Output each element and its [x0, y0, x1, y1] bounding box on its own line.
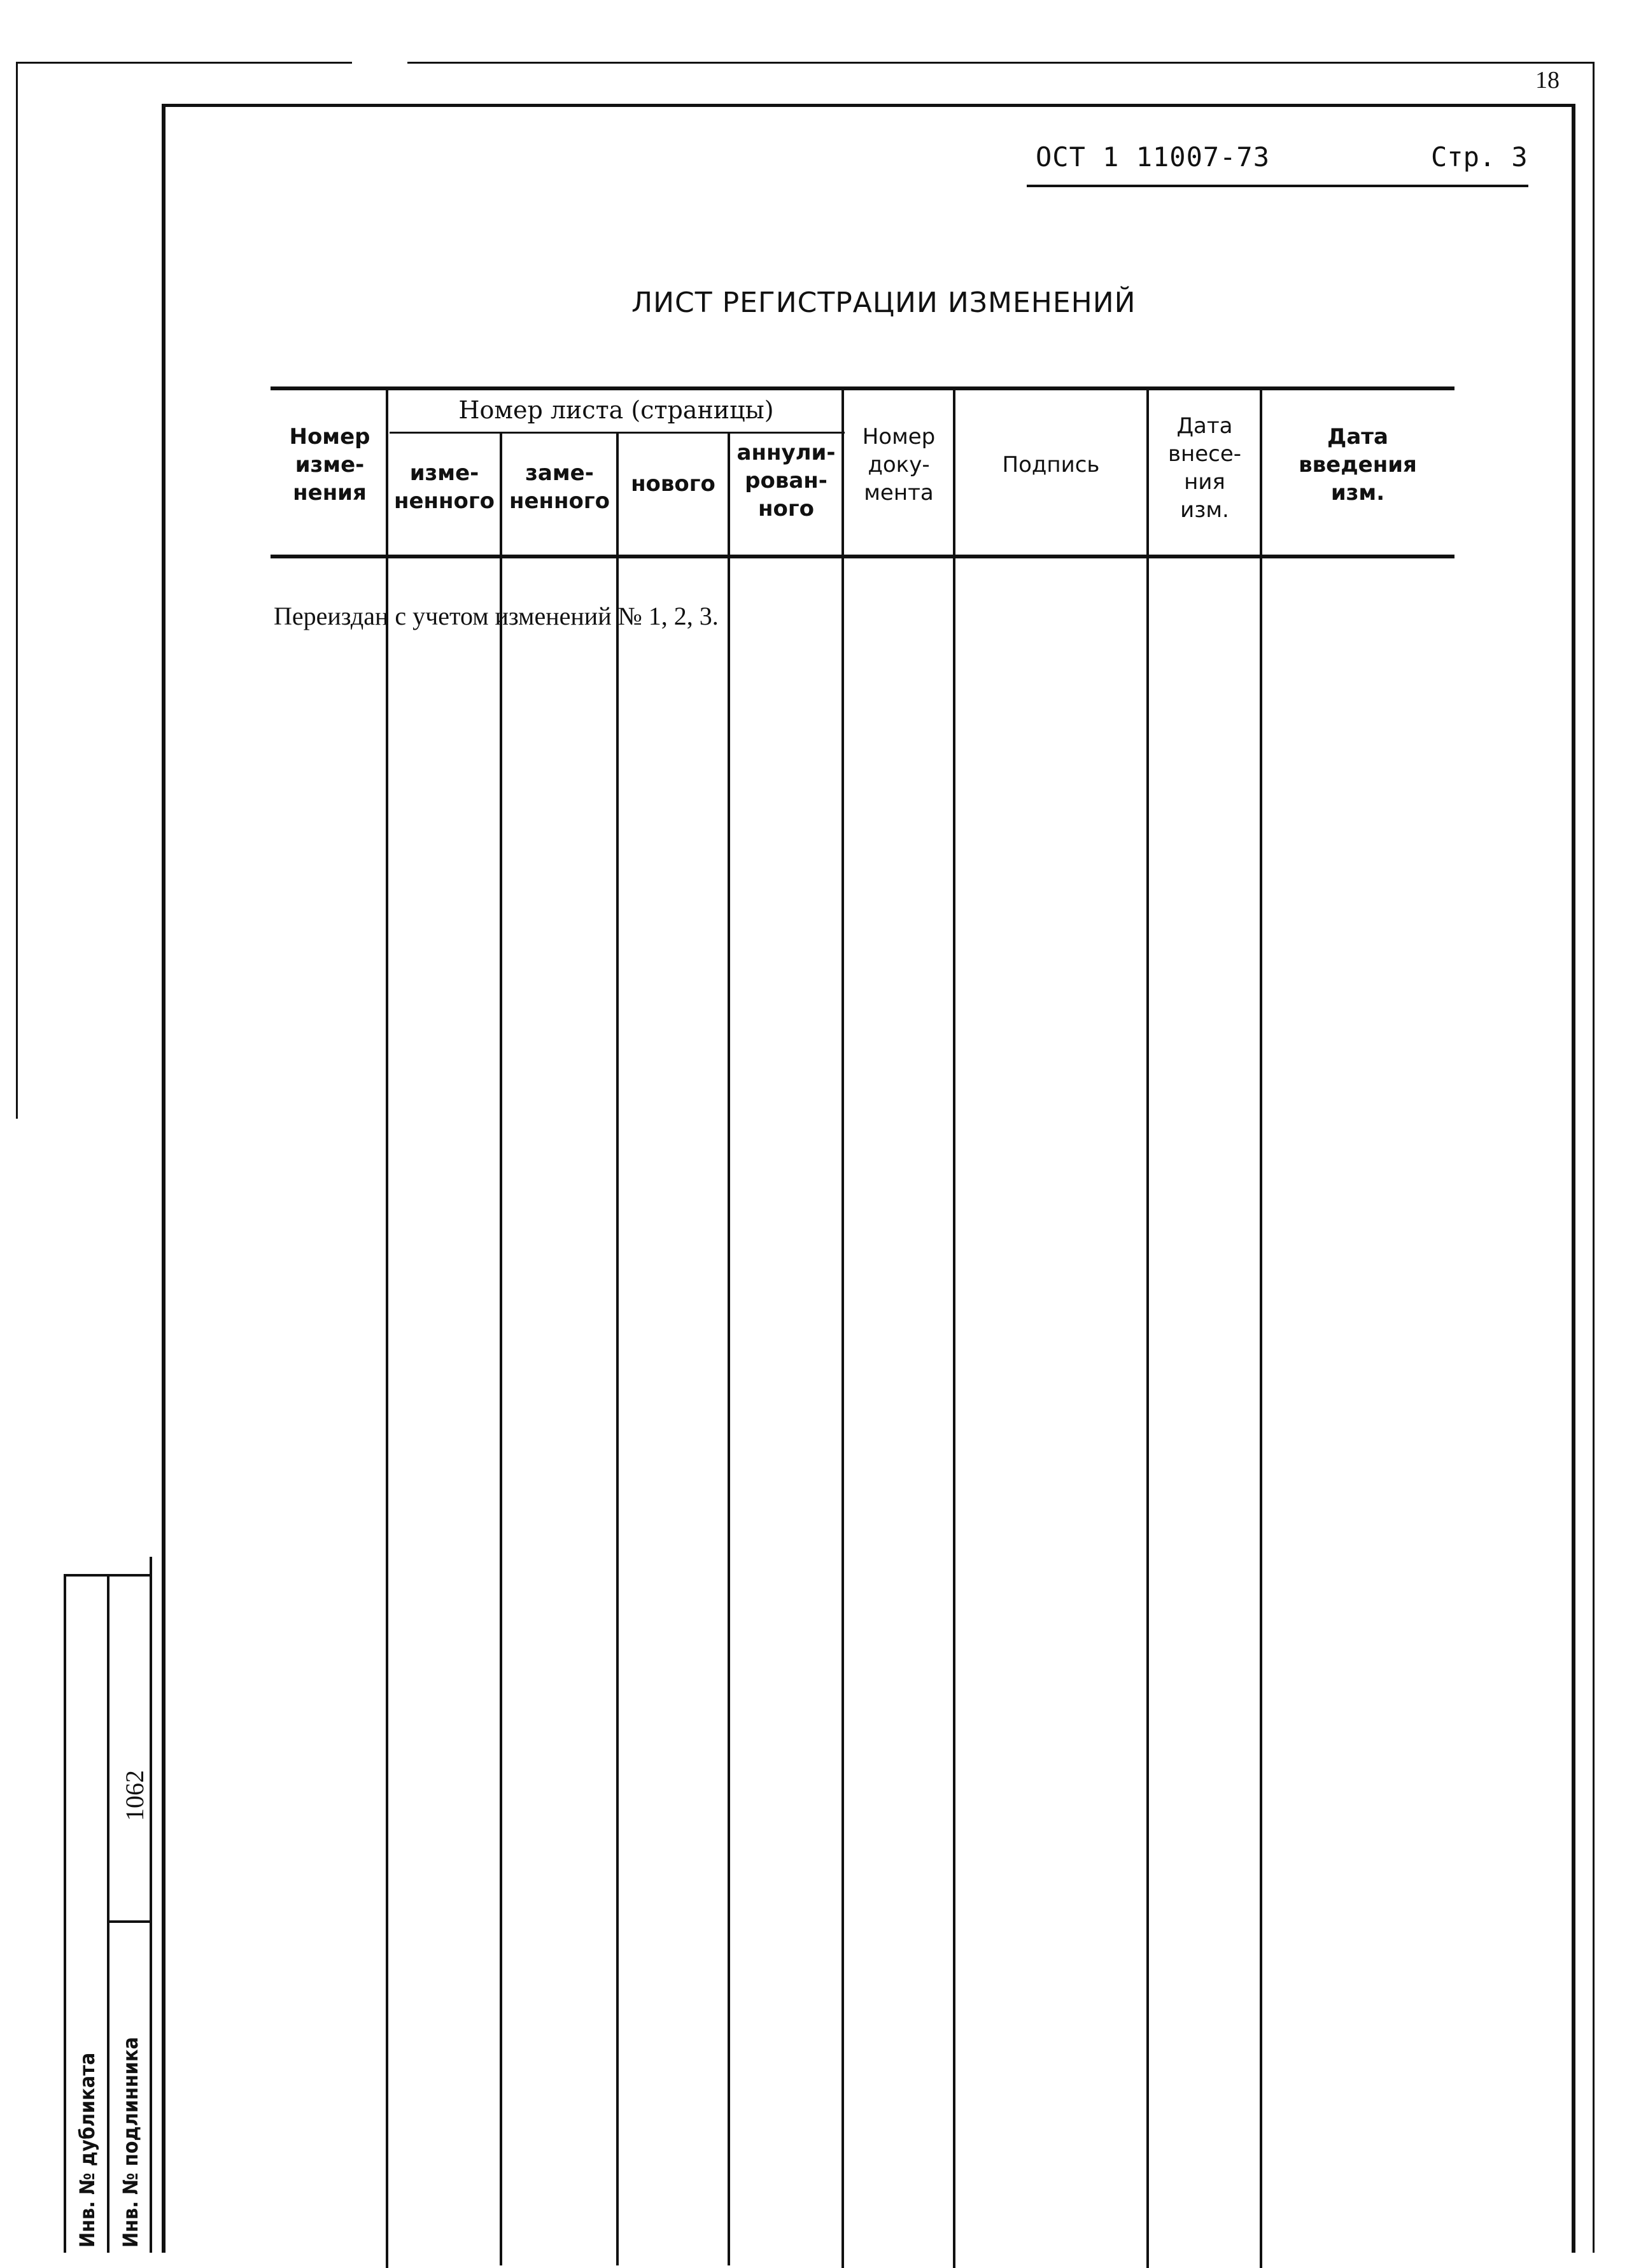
- inner-top-line: [162, 104, 1574, 107]
- col-line-1: [386, 386, 388, 2268]
- header-changed: изме- ненного: [393, 460, 495, 514]
- col-line-3: [616, 432, 619, 2265]
- header-date-entry: Дата внесе- ния изм.: [1167, 413, 1242, 523]
- col-line-5: [842, 386, 844, 2268]
- page-label: Стр. 3: [1431, 141, 1528, 173]
- outer-right-line: [1593, 62, 1595, 2253]
- header-annulled: аннули- рован- ного: [736, 440, 836, 521]
- outer-left-line: [16, 62, 18, 1119]
- col-line-2: [500, 432, 502, 2265]
- outer-top-line-right: [407, 62, 1594, 64]
- header-sheet-group: Номер листа (страницы): [458, 396, 774, 424]
- stamp-left-line: [64, 1574, 66, 2253]
- inner-left-line: [162, 104, 166, 2253]
- col-line-4: [728, 432, 730, 2265]
- stamp-right-line: [150, 1557, 152, 2253]
- stamp-mid-line: [107, 1574, 109, 2253]
- inner-right-line: [1572, 104, 1575, 2253]
- header-new: нового: [631, 471, 715, 497]
- col-line-8: [1260, 386, 1262, 2268]
- header-underline: [1027, 185, 1528, 187]
- header-doc-number: Номер доку- мента: [862, 424, 936, 506]
- header-change-number: Номер изме- нения: [289, 424, 370, 506]
- reissue-note: Переиздан с учетом изменений № 1, 2, 3.: [274, 602, 719, 630]
- sheet-number: 18: [1535, 67, 1560, 94]
- col-line-7: [1146, 386, 1149, 2268]
- duplicate-inventory-label: Инв. № дубликата: [75, 2052, 99, 2248]
- header-signature: Подпись: [1002, 452, 1100, 478]
- outer-top-line-left: [16, 62, 352, 64]
- header-replaced: заме- ненного: [509, 460, 610, 514]
- original-inventory-value: 1062: [120, 1770, 149, 1821]
- header-date-effective: Дата введения изм.: [1299, 424, 1417, 506]
- stamp-divider-line: [107, 1920, 151, 1923]
- page-title: ЛИСТ РЕГИСТРАЦИИ ИЗМЕНЕНИЙ: [631, 287, 1136, 319]
- table-header-bottom-rule: [271, 555, 1454, 558]
- original-inventory-label: Инв. № подлинника: [118, 2037, 143, 2248]
- col-line-6: [953, 386, 955, 2268]
- document-code: ОСТ 1 11007-73: [1036, 141, 1271, 173]
